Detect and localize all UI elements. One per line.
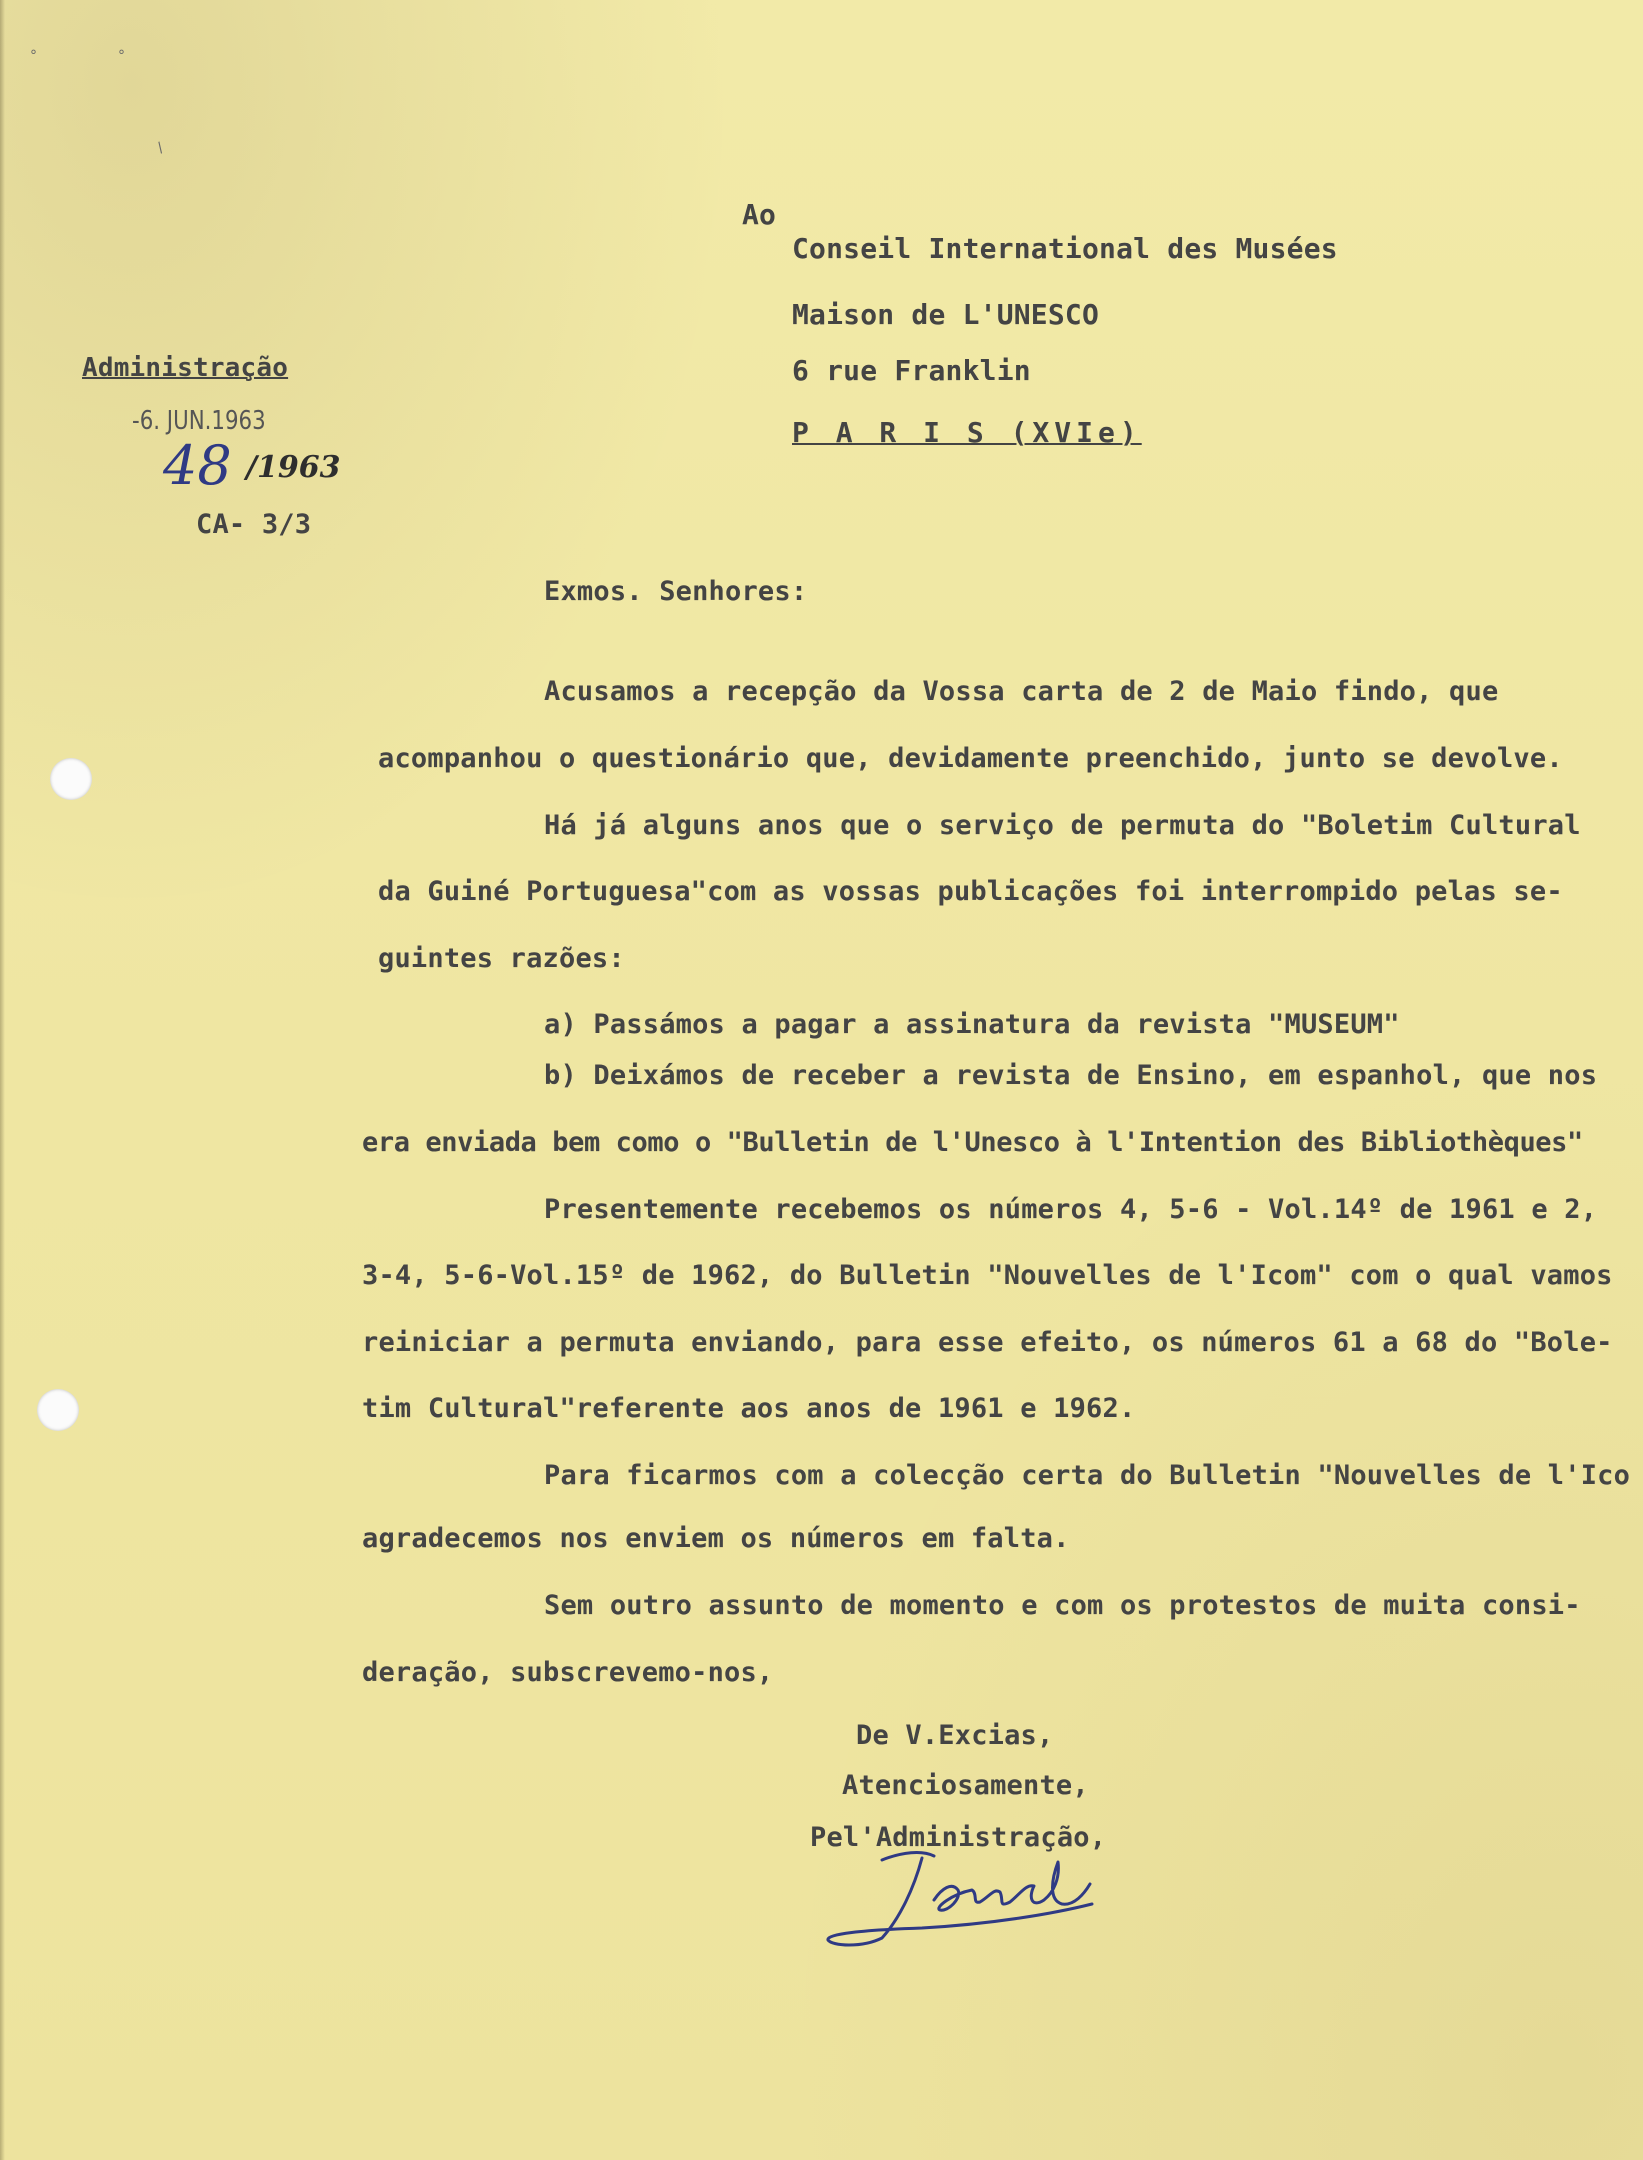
greeting: Exmos. Senhores:: [544, 576, 808, 607]
body-line: guintes razões:: [378, 943, 625, 974]
body-line: a) Passámos a pagar a assinatura da revista "MUSEUM": [544, 1009, 1400, 1040]
body-line: deração, subscrevemo-nos,: [362, 1657, 774, 1688]
punch-hole: [50, 758, 92, 800]
body-line: reiniciar a permuta enviando, para esse efeito, os números 61 a 68 do "Bole-: [362, 1327, 1613, 1358]
body-line: Sem outro assunto de momento e com os protestos de muita consi-: [544, 1590, 1581, 1621]
body-line: 3-4, 5-6-Vol.15º de 1962, do Bulletin "Nouvelles de l'Icom" com o qual vamos: [362, 1260, 1613, 1291]
entry-year: /1963: [246, 450, 341, 485]
recipient-line-3: 6 rue Franklin: [792, 354, 1031, 387]
body-line: Acusamos a recepção da Vossa carta de 2 de Maio findo, que: [544, 676, 1499, 707]
body-line: Há já alguns anos que o serviço de permuta do "Boletim Cultural: [544, 810, 1581, 841]
pencil-mark-icon: /: [154, 139, 167, 157]
body-line: tim Cultural"referente aos anos de 1961 e 1962.: [362, 1393, 1136, 1424]
corner-mark-icon: °: [118, 48, 125, 64]
recipient-line-2: Maison de L'UNESCO: [792, 298, 1100, 331]
body-line: b) Deixámos de receber a revista de Ensino, em espanhol, que nos: [544, 1060, 1598, 1091]
closing-line-2: Atenciosamente,: [842, 1770, 1089, 1801]
body-line: da Guiné Portuguesa"com as vossas publicações foi interrompido pelas se-: [378, 876, 1563, 907]
body-line: Presentemente recebemos os números 4, 5-6 - Vol.14º de 1961 e 2,: [544, 1194, 1598, 1225]
closing-line-1: De V.Excias,: [856, 1720, 1054, 1751]
body-line: acompanhou o questionário que, devidamente preenchido, junto se devolve.: [378, 743, 1563, 774]
recipient-prefix: Ao: [742, 198, 777, 231]
recipient-city: P A R I S (XVIe): [792, 416, 1142, 449]
body-line: Para ficarmos com a colecção certa do Bulletin "Nouvelles de l'Ico: [544, 1460, 1631, 1491]
handwritten-signature: [822, 1838, 1112, 1960]
corner-mark-icon: °: [30, 48, 37, 64]
body-line: agradecemos nos enviem os números em falta.: [362, 1523, 1070, 1554]
received-date-stamp: -6. JUN.1963: [132, 406, 266, 436]
recipient-line-1: Conseil International des Musées: [792, 232, 1338, 265]
department-label: Administração: [82, 353, 289, 383]
body-line: era enviada bem como o "Bulletin de l'Unesco à l'Intention des Bibliothèques": [362, 1127, 1583, 1158]
handwritten-entry-number: 48: [163, 434, 232, 497]
page-edge-shadow: [0, 0, 5, 2160]
punch-hole: [37, 1389, 79, 1431]
closing-line-3: Pel'Administração,: [810, 1822, 1107, 1853]
reference-code: CA- 3/3: [196, 509, 312, 540]
